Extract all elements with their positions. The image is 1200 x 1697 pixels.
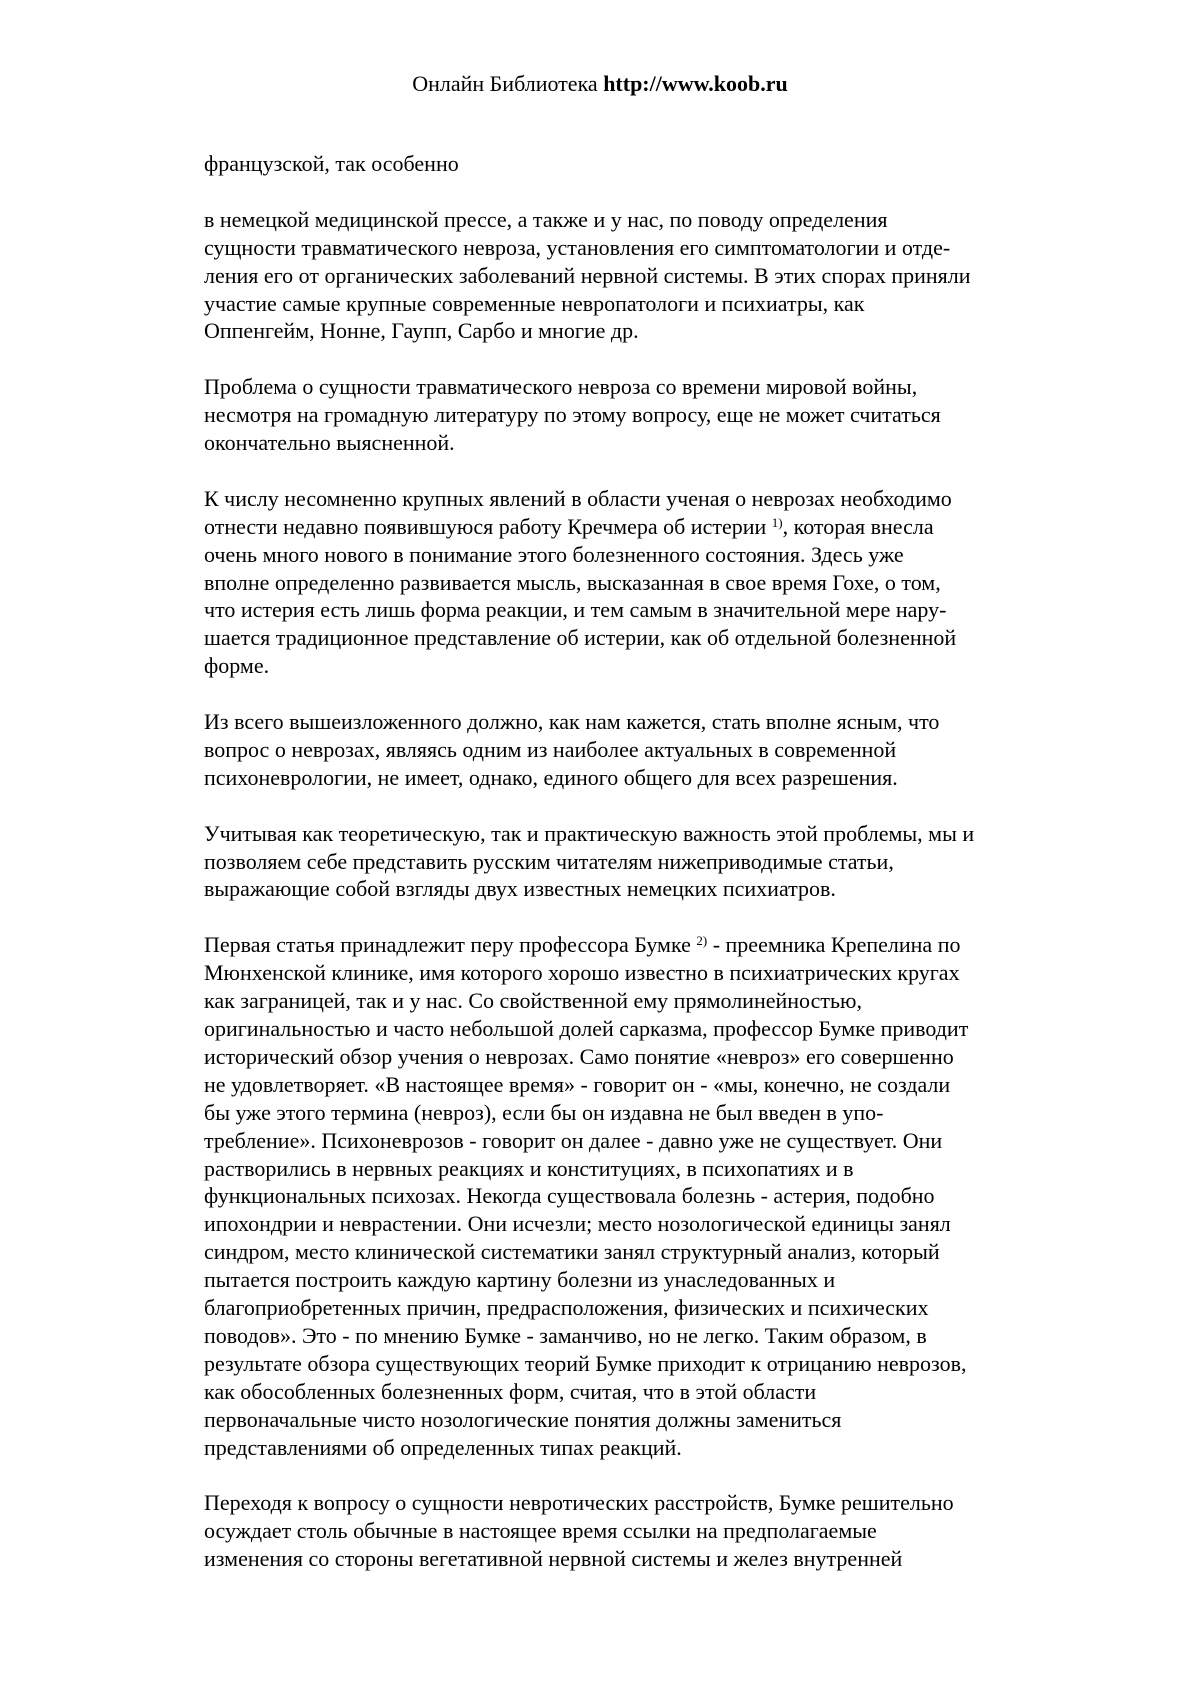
document-body	[204, 150, 1084, 1573]
paragraph-1: французской, так особенно	[204, 151, 459, 176]
paragraph-7-text-start: Первая статья принадлежит перу профессора Бумке	[204, 932, 697, 958]
paragraph-6: Учитывая как теоретическую, так и практическую важность этой проблемы, мы и позволяем себе представить русским читателям нижеприводимые статьи, выражающие собой взгляды двух известных немецких психиатров.	[204, 820, 975, 902]
paragraph-2: в немецкой медицинской прессе, а также и у нас, по поводу определения сущности травматического невроза, установления его симптоматологии и отде- ления его от органических заболеваний нервной системы. В этих спорах приняли участие самые крупные современные невропатологи и психиатры, как Оппенгейм, Нонне, Гаупп, Сарбо и многие др.	[204, 206, 971, 344]
page-header	[0, 70, 1200, 98]
paragraph-3: Проблема о сущности травматического невроза со времени мировой войны, несмотря на громадную литературу по этому вопросу, еще не может считаться окончательно выясненной.	[204, 374, 941, 456]
paragraph-7-text-end: - преемника Крепелина по Мюнхенской клинике, имя которого хорошо известно в психиатрических кругах как заграницей, так и у нас. Со свойственной ему прямолинейностью, оригинальностью и часто небольшой долей сарказма, профессор Бумке приводит исторический обзор учения о неврозах. Само понятие «невроз» его совершенно не удовлетворяет. «В настоящее время» - говорит он - «мы, конечно, не создали бы уже этого термина (невроз), если бы он издавна не был введен в упо- требление». Психоневрозов - говорит он далее - давно уже не существует. Они растворились в нервных реакциях и конституциях, в психопатиях и в функциональных психозах. Некогда существовала болезнь - астерия, подобно ипохондрии и неврастении. Они исчезли; место нозологической единицы занял синдром, место клинической систематики занял структурный анализ, который пытается построить каждую картину болезни из унаследованных и благоприобретенных причин, предрасположения, физических и психических поводов». Это - по мнению Бумке - заманчиво, но не легко. Таким образом, в результате обзора существующих теорий Бумке приходит к отрицанию неврозов, как обособленных болезненных форм, считая, что в этой области первоначальные чисто нозологические понятия должны замениться представлениями об определенных типах реакций.	[204, 932, 969, 1460]
paragraph-7	[204, 931, 1084, 1461]
paragraph-4-text-start: К числу несомненно крупных явлений в области ученая о неврозах необходимо отнести недавно появившуюся работу Кречмера об истерии	[204, 485, 952, 539]
header-url[interactable]: http://www.koob.ru	[603, 71, 788, 96]
footnote-ref-1: 1)	[771, 514, 783, 530]
header-prefix: Онлайн Библиотека	[412, 71, 604, 96]
paragraph-5: Из всего вышеизложенного должно, как нам кажется, стать вполне ясным, что вопрос о неврозах, являясь одним из наиболее актуальных в современной психоневрологии, не имеет, однако, единого общего для всех разрешения.	[204, 709, 940, 790]
paragraph-4-text-end: , которая внесла очень много нового в понимание этого болезненного состояния. Здесь уже вполне определенно развивается мысль, высказанная в свое время Гохе, о том, что истерия есть лишь форма реакции, и тем самым в значительной мере нару- шается традиционное представление об истерии, как об отдельной болезненной форме.	[204, 513, 957, 679]
paragraph-8: Переходя к вопросу о сущности невротических расстройств, Бумке решительно осуждает столь обычные в настоящее время ссылки на предполагаемые изменения со стороны вегетативной нервной системы и желез внутренней	[204, 1490, 954, 1572]
paragraph-4	[204, 485, 1084, 680]
footnote-ref-2: 2)	[696, 933, 708, 949]
